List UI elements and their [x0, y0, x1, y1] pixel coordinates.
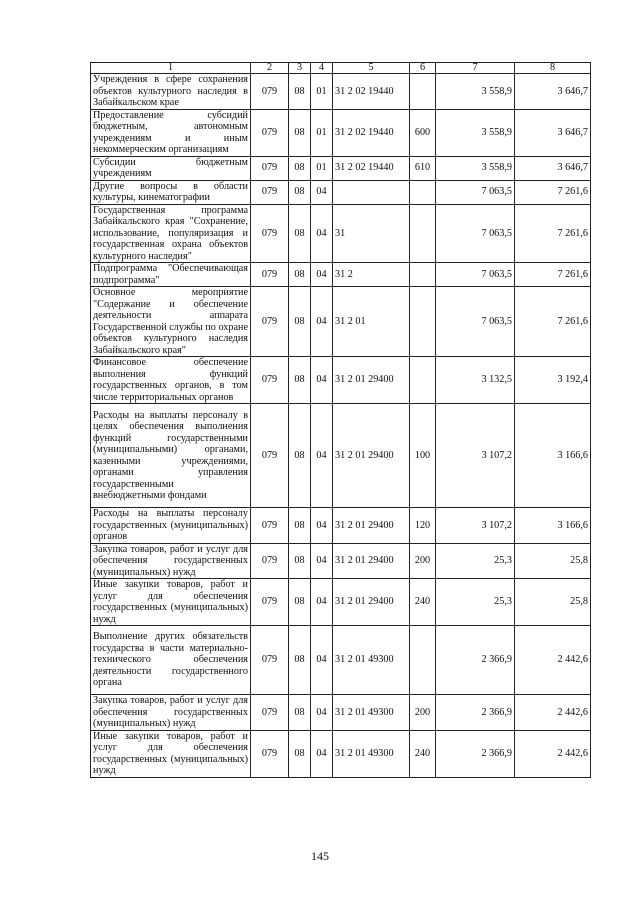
name-cell: Другие вопросы в области культуры, кинематографии: [91, 180, 251, 204]
amount-year2-cell: 3 646,7: [515, 109, 591, 156]
admin-code-cell: 079: [251, 74, 289, 110]
name-cell: Субсидии бюджетным учреждениям: [91, 156, 251, 180]
expense-type-cell: [410, 287, 436, 357]
expense-type-cell: 610: [410, 156, 436, 180]
amount-year2-cell: 3 646,7: [515, 74, 591, 110]
amount-year2-cell: 3 166,6: [515, 508, 591, 544]
column-header-5: 5: [333, 63, 410, 74]
table-header-row: [91, 63, 591, 74]
expense-type-cell: [410, 74, 436, 110]
target-article-cell: 31 2 01 29400: [333, 508, 410, 544]
amount-year2-cell: 3 192,4: [515, 357, 591, 404]
expense-type-cell: 200: [410, 543, 436, 579]
amount-year1-cell: 2 366,9: [436, 730, 515, 777]
table-row: [91, 74, 591, 110]
section-cell: 08: [289, 109, 311, 156]
admin-code-cell: 079: [251, 543, 289, 579]
section-cell: 08: [289, 357, 311, 404]
name-cell: Расходы на выплаты персоналу государственных (муниципальных) органов: [91, 508, 251, 544]
amount-year1-cell: 3 132,5: [436, 357, 515, 404]
admin-code-cell: 079: [251, 626, 289, 695]
amount-year1-cell: 7 063,5: [436, 204, 515, 263]
table-row: [91, 579, 591, 626]
subsection-cell: 04: [311, 508, 333, 544]
amount-year1-cell: 3 107,2: [436, 404, 515, 508]
expense-type-cell: 240: [410, 579, 436, 626]
table-row: [91, 109, 591, 156]
table-row: [91, 404, 591, 508]
table-row: [91, 263, 591, 287]
table-row: [91, 204, 591, 263]
admin-code-cell: 079: [251, 579, 289, 626]
table-row: [91, 357, 591, 404]
table-row: [91, 156, 591, 180]
amount-year2-cell: 25,8: [515, 579, 591, 626]
subsection-cell: 01: [311, 109, 333, 156]
name-cell: Иные закупки товаров, работ и услуг для обеспечения государственных (муниципальных) нужд: [91, 730, 251, 777]
target-article-cell: 31 2 01 49300: [333, 730, 410, 777]
page-number: 145: [311, 849, 329, 863]
admin-code-cell: 079: [251, 287, 289, 357]
table-row: [91, 287, 591, 357]
amount-year2-cell: 2 442,6: [515, 626, 591, 695]
amount-year2-cell: 7 261,6: [515, 180, 591, 204]
amount-year1-cell: 25,3: [436, 579, 515, 626]
name-cell: Выполнение других обязательств государства в части материально-технического обеспечения деятельности государственного органа: [91, 626, 251, 695]
expense-type-cell: 600: [410, 109, 436, 156]
amount-year1-cell: 3 107,2: [436, 508, 515, 544]
admin-code-cell: 079: [251, 109, 289, 156]
subsection-cell: 04: [311, 695, 333, 731]
amount-year2-cell: 7 261,6: [515, 263, 591, 287]
section-cell: 08: [289, 287, 311, 357]
admin-code-cell: 079: [251, 508, 289, 544]
target-article-cell: 31 2 01 29400: [333, 579, 410, 626]
amount-year2-cell: 3 166,6: [515, 404, 591, 508]
target-article-cell: 31 2 02 19440: [333, 109, 410, 156]
expense-type-cell: 200: [410, 695, 436, 731]
column-header-2: 2: [251, 63, 289, 74]
amount-year2-cell: 7 261,6: [515, 287, 591, 357]
name-cell: Расходы на выплаты персоналу в целях обеспечения выполнения функций государственными (муниципальными) органами, казенными учреждениями, органами управления государственными внебюджетными фондами: [91, 404, 251, 508]
column-header-4: 4: [311, 63, 333, 74]
amount-year1-cell: 25,3: [436, 543, 515, 579]
section-cell: 08: [289, 579, 311, 626]
section-cell: 08: [289, 74, 311, 110]
subsection-cell: 04: [311, 357, 333, 404]
section-cell: 08: [289, 204, 311, 263]
column-header-1: 1: [91, 63, 251, 74]
section-cell: 08: [289, 508, 311, 544]
amount-year2-cell: 7 261,6: [515, 204, 591, 263]
admin-code-cell: 079: [251, 263, 289, 287]
expense-type-cell: [410, 180, 436, 204]
subsection-cell: 04: [311, 180, 333, 204]
section-cell: 08: [289, 156, 311, 180]
amount-year1-cell: 7 063,5: [436, 180, 515, 204]
name-cell: Финансовое обеспечение выполнения функций государственных органов, в том числе территориальных органов: [91, 357, 251, 404]
column-header-6: 6: [410, 63, 436, 74]
subsection-cell: 04: [311, 287, 333, 357]
section-cell: 08: [289, 543, 311, 579]
target-article-cell: 31 2: [333, 263, 410, 287]
target-article-cell: 31 2 02 19440: [333, 74, 410, 110]
admin-code-cell: 079: [251, 695, 289, 731]
budget-table: [90, 62, 591, 778]
column-header-8: 8: [515, 63, 591, 74]
name-cell: Основное мероприятие "Содержание и обеспечение деятельности аппарата Государственной службы по охране объектов культурного наследия Забайкальского края": [91, 287, 251, 357]
name-cell: Закупка товаров, работ и услуг для обеспечения государственных (муниципальных) нужд: [91, 543, 251, 579]
amount-year1-cell: 2 366,9: [436, 626, 515, 695]
subsection-cell: 01: [311, 74, 333, 110]
amount-year1-cell: 3 558,9: [436, 109, 515, 156]
amount-year1-cell: 3 558,9: [436, 74, 515, 110]
amount-year1-cell: 7 063,5: [436, 287, 515, 357]
target-article-cell: 31 2 01: [333, 287, 410, 357]
subsection-cell: 04: [311, 730, 333, 777]
table-row: [91, 626, 591, 695]
amount-year1-cell: 2 366,9: [436, 695, 515, 731]
section-cell: 08: [289, 404, 311, 508]
expense-type-cell: [410, 626, 436, 695]
table-row: [91, 508, 591, 544]
amount-year2-cell: 3 646,7: [515, 156, 591, 180]
amount-year2-cell: 2 442,6: [515, 695, 591, 731]
subsection-cell: 04: [311, 404, 333, 508]
amount-year2-cell: 2 442,6: [515, 730, 591, 777]
section-cell: 08: [289, 730, 311, 777]
target-article-cell: 31 2 01 29400: [333, 404, 410, 508]
subsection-cell: 04: [311, 263, 333, 287]
section-cell: 08: [289, 263, 311, 287]
expense-type-cell: [410, 357, 436, 404]
name-cell: Подпрограмма "Обеспечивающая подпрограмма": [91, 263, 251, 287]
target-article-cell: 31 2 02 19440: [333, 156, 410, 180]
subsection-cell: 04: [311, 204, 333, 263]
expense-type-cell: 120: [410, 508, 436, 544]
name-cell: Предоставление субсидий бюджетным, автономным учреждениям и иным некоммерческим организациям: [91, 109, 251, 156]
column-header-7: 7: [436, 63, 515, 74]
table-body: [91, 74, 591, 778]
name-cell: Учреждения в сфере сохранения объектов культурного наследия в Забайкальском крае: [91, 74, 251, 110]
amount-year2-cell: 25,8: [515, 543, 591, 579]
expense-type-cell: [410, 263, 436, 287]
amount-year1-cell: 3 558,9: [436, 156, 515, 180]
admin-code-cell: 079: [251, 730, 289, 777]
admin-code-cell: 079: [251, 156, 289, 180]
admin-code-cell: 079: [251, 357, 289, 404]
name-cell: Иные закупки товаров, работ и услуг для обеспечения государственных (муниципальных) нужд: [91, 579, 251, 626]
column-header-3: 3: [289, 63, 311, 74]
target-article-cell: 31: [333, 204, 410, 263]
target-article-cell: 31 2 01 29400: [333, 357, 410, 404]
expense-type-cell: [410, 204, 436, 263]
expense-type-cell: 240: [410, 730, 436, 777]
subsection-cell: 04: [311, 579, 333, 626]
section-cell: 08: [289, 626, 311, 695]
expense-type-cell: 100: [410, 404, 436, 508]
target-article-cell: [333, 180, 410, 204]
table-row: [91, 730, 591, 777]
amount-year1-cell: 7 063,5: [436, 263, 515, 287]
table-row: [91, 180, 591, 204]
subsection-cell: 04: [311, 543, 333, 579]
target-article-cell: 31 2 01 49300: [333, 695, 410, 731]
subsection-cell: 04: [311, 626, 333, 695]
target-article-cell: 31 2 01 49300: [333, 626, 410, 695]
target-article-cell: 31 2 01 29400: [333, 543, 410, 579]
admin-code-cell: 079: [251, 204, 289, 263]
section-cell: 08: [289, 180, 311, 204]
subsection-cell: 01: [311, 156, 333, 180]
name-cell: Государственная программа Забайкальского края "Сохранение, использование, популяризация и государственная охрана объектов культурного наследия": [91, 204, 251, 263]
name-cell: Закупка товаров, работ и услуг для обеспечения государственных (муниципальных) нужд: [91, 695, 251, 731]
table-row: [91, 543, 591, 579]
section-cell: 08: [289, 695, 311, 731]
admin-code-cell: 079: [251, 180, 289, 204]
admin-code-cell: 079: [251, 404, 289, 508]
table-row: [91, 695, 591, 731]
